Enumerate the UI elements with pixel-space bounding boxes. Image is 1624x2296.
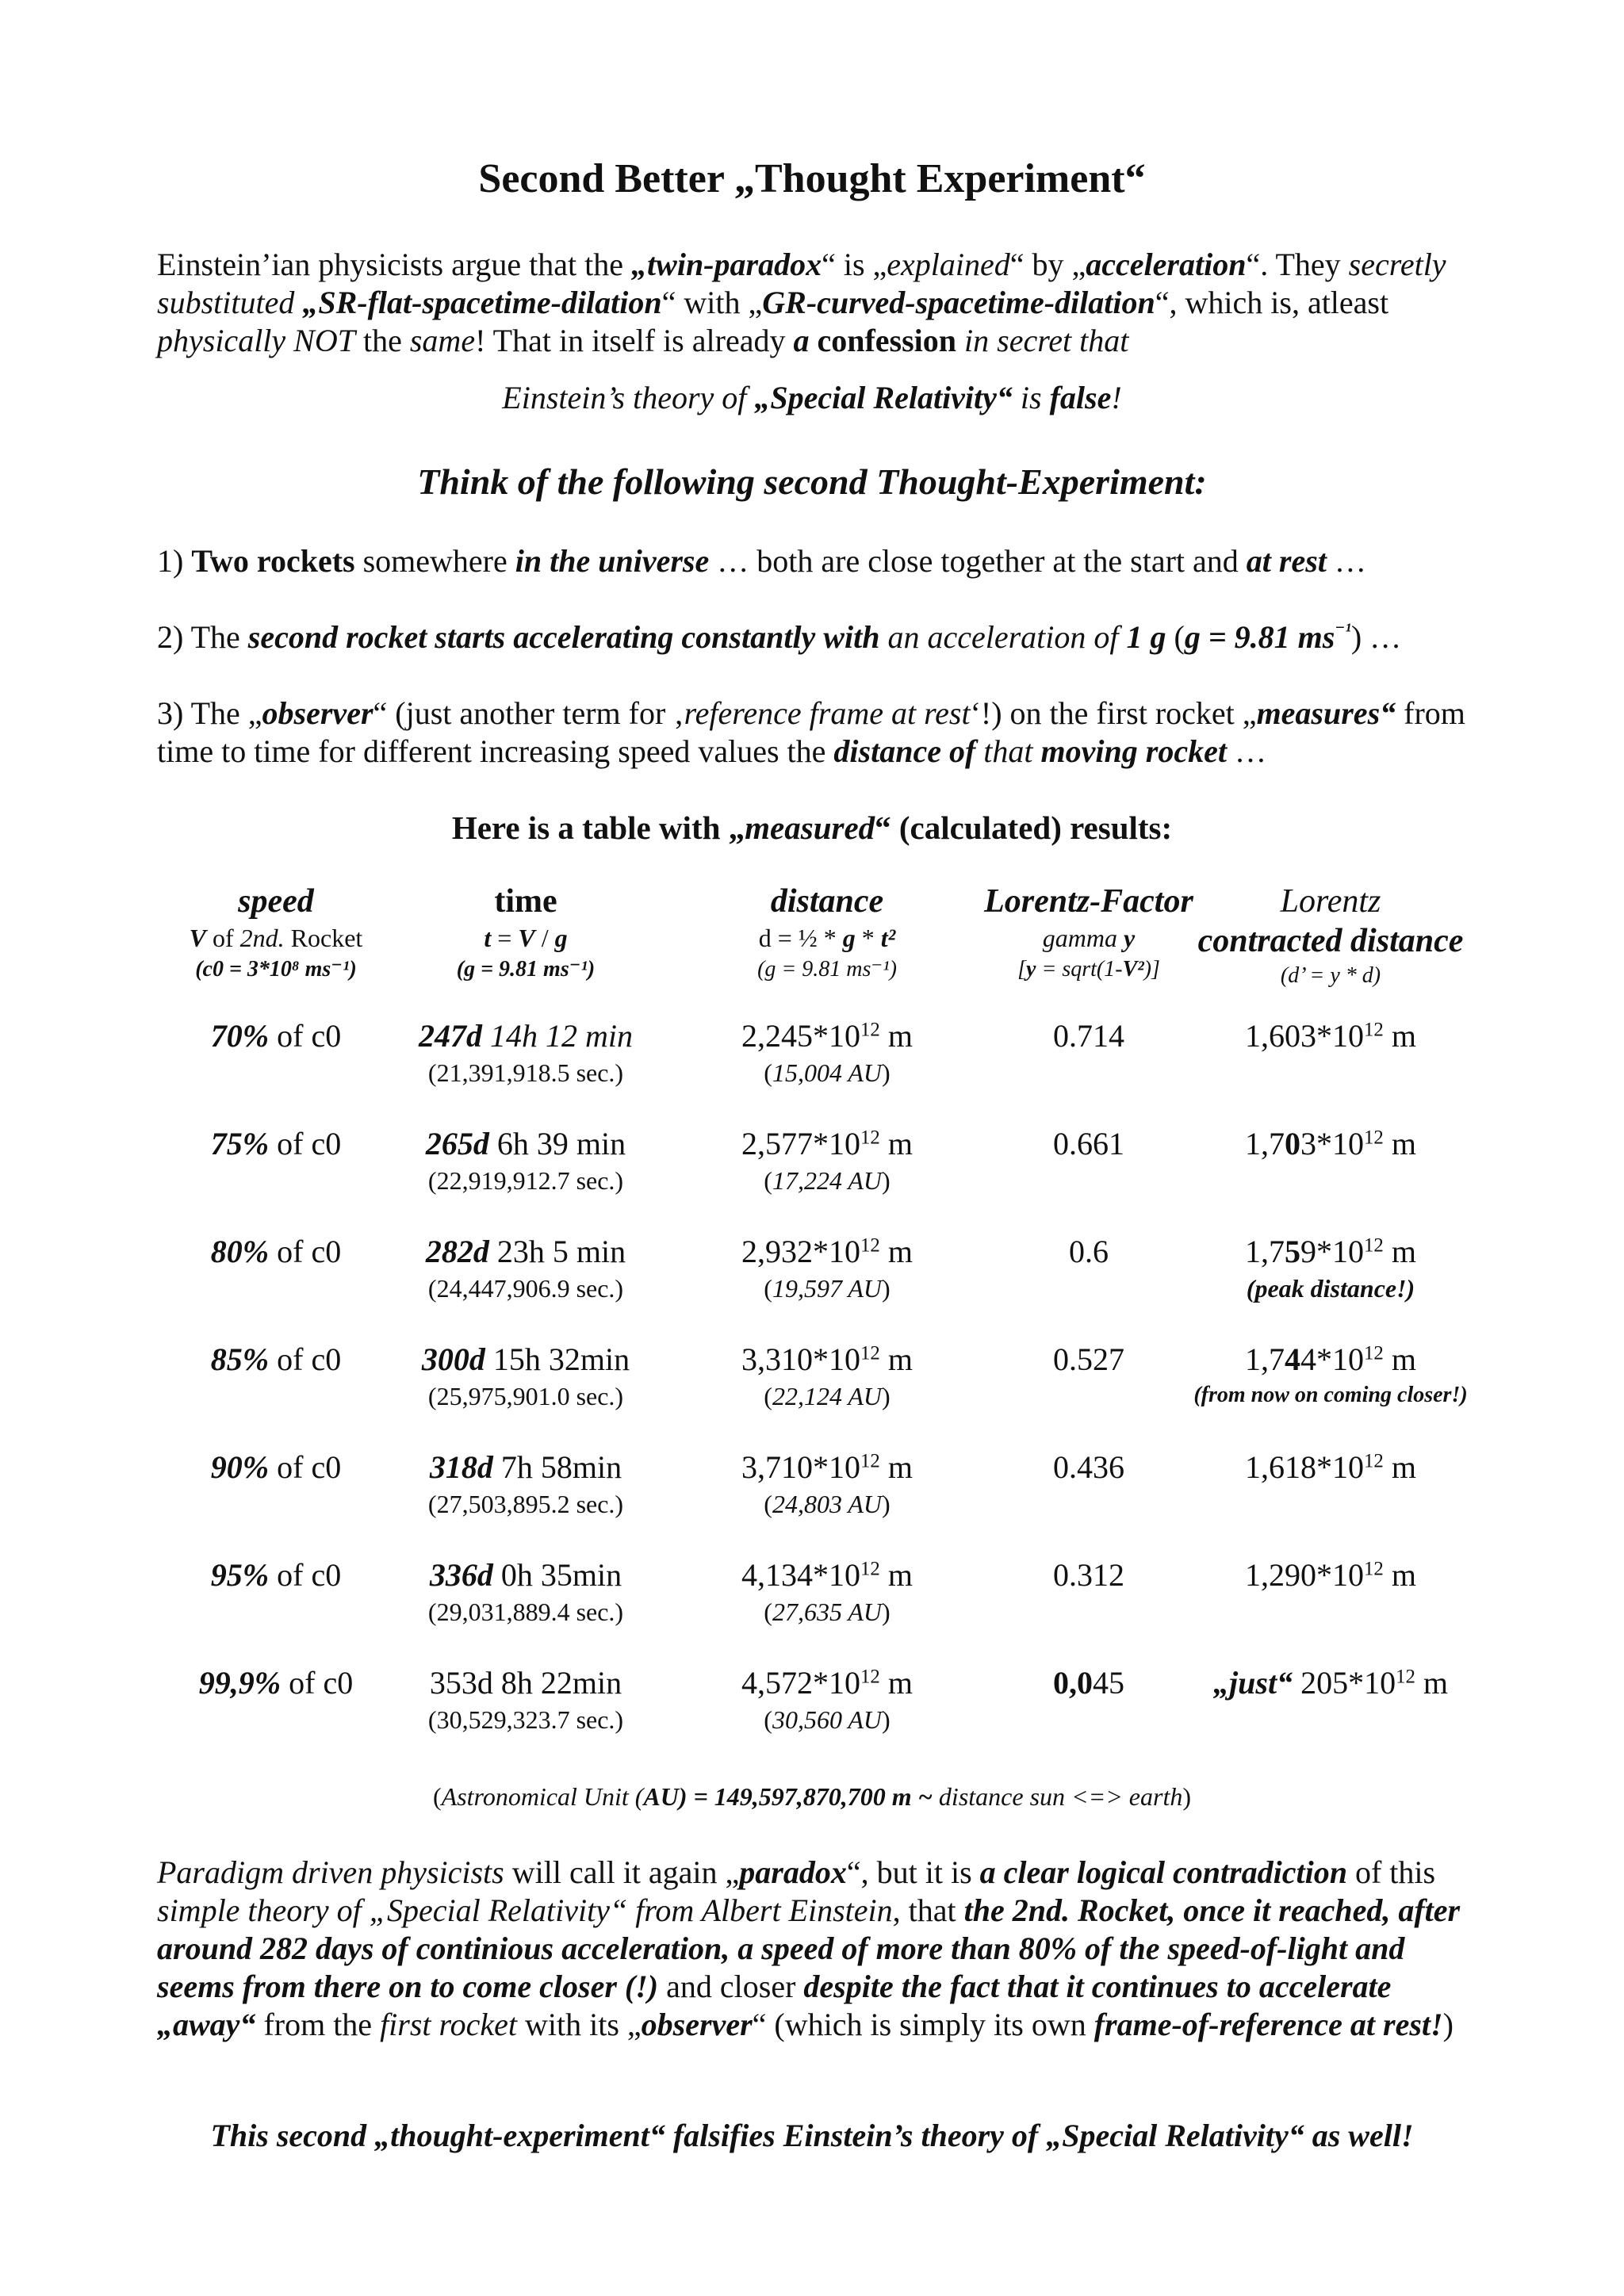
claim-line: Einstein’s theory of „Special Relativity“ is false! bbox=[502, 380, 1122, 415]
header-speed: speed V of 2nd. Rocket (c0 = 3*10⁸ ms⁻¹) bbox=[189, 883, 363, 982]
header-time: time t = V / g (g = 9.81 ms⁻¹) bbox=[456, 883, 596, 982]
au-footnote: (Astronomical Unit (AU) = 149,597,870,700 m ~ distance sun <=> earth) bbox=[433, 1782, 1191, 1811]
intro-paragraph: Einstein’ian physicists argue that the „twin-paradox“ is „explained“ by „acceleration“. They secretly substituted „SR-flat-spacetime-dilation“ with „GR-curved-spacetime-dilation“, which is, atleast physically NOT the same! That in itself is already a confession in secret that bbox=[157, 247, 1446, 358]
table-row: 95% of c0 336d 0h 35min (29,031,889.4 sec.) $4,134*10^{12}$ m (27,635 AU) 0.312 $1,290*10^{12}$ m bbox=[210, 1557, 1416, 1626]
table-row: 70% of c0 247d 14h 12 min (21,391,918.5 sec.) $2,245*10^{12}$ m (15,004 AU) 0.714 $1,603*10^{12}$ m bbox=[210, 1018, 1416, 1087]
section-subheading: Think of the following second Thought-Experiment: bbox=[417, 461, 1207, 502]
header-distance: distance d = ½ * g * t² (g = 9.81 ms⁻¹) bbox=[757, 883, 897, 982]
table-row: 85% of c0 300d 15h 32min (25,975,901.0 sec.) $3,310*10^{12}$ m (22,124 AU) 0.527 $1,744*10^{12}$ m (from now on coming closer!) bbox=[210, 1341, 1468, 1410]
table-row: 75% of c0 265d 6h 39 min (22,919,912.7 sec.) $2,577*10^{12}$ m (17,224 AU) 0.661 $1,703*10^{12}$ m bbox=[210, 1126, 1416, 1195]
step-1: 1) Two rockets somewhere in the universe … both are close together at the start and at rest … bbox=[157, 543, 1366, 579]
page-title: Second Better „Thought Experiment“ bbox=[478, 156, 1146, 201]
table-row: 90% of c0 318d 7h 58min (27,503,895.2 sec.) $3,710*10^{12}$ m (24,803 AU) 0.436 $1,618*10^{12}$ m bbox=[210, 1449, 1416, 1518]
header-lorentz-factor: Lorentz-Factor gamma y [y = sqrt(1-V²)] bbox=[984, 883, 1193, 982]
header-contracted-distance: Lorentz contracted distance (d’ = y * d) bbox=[1197, 883, 1464, 988]
final-statement: This second „thought-experiment“ falsifies Einstein’s theory of „Special Relativity“ as well! bbox=[210, 2118, 1414, 2153]
conclusion-paragraph: Paradigm driven physicists will call it again „paradox“, but it is a clear logical contradiction of this simple theory of „Special Relativity“ from Albert Einstein, that the 2nd. Rocket, once it reached, after around 282 days of continious acceleration, a speed of more than 80% of the speed-of-light and seems from there on to come closer (!) and closer despite the fact that it continues to accelerate „away“ from the first rocket with its „observer“ (which is simply its own frame-of-reference at rest!) bbox=[157, 1854, 1461, 2042]
step-3: 3) The „observer“ (just another term for ‚reference frame at rest‘!) on the first rocket „measures“ from time to time for different increasing speed values the distance of that moving rocket … bbox=[157, 695, 1465, 769]
table-intro: Here is a table with „measured“ (calculated) results: bbox=[451, 809, 1173, 846]
table-row: 80% of c0 282d 23h 5 min (24,447,906.9 sec.) $2,932*10^{12}$ m (19,597 AU) 0.6 $1,759*10^{12}$ m (peak distance!) bbox=[210, 1234, 1416, 1303]
step-2: 2) The second rocket starts accelerating constantly with an acceleration of 1 g (g = 9.81 $ms^{^{-1}}$) … bbox=[157, 619, 1402, 655]
table-row: 99,9% of c0 353d 8h 22min (30,529,323.7 sec.) $4,572*10^{12}$ m (30,560 AU) 0,045 „just“ $205*10^{12}$ m bbox=[198, 1665, 1448, 1734]
